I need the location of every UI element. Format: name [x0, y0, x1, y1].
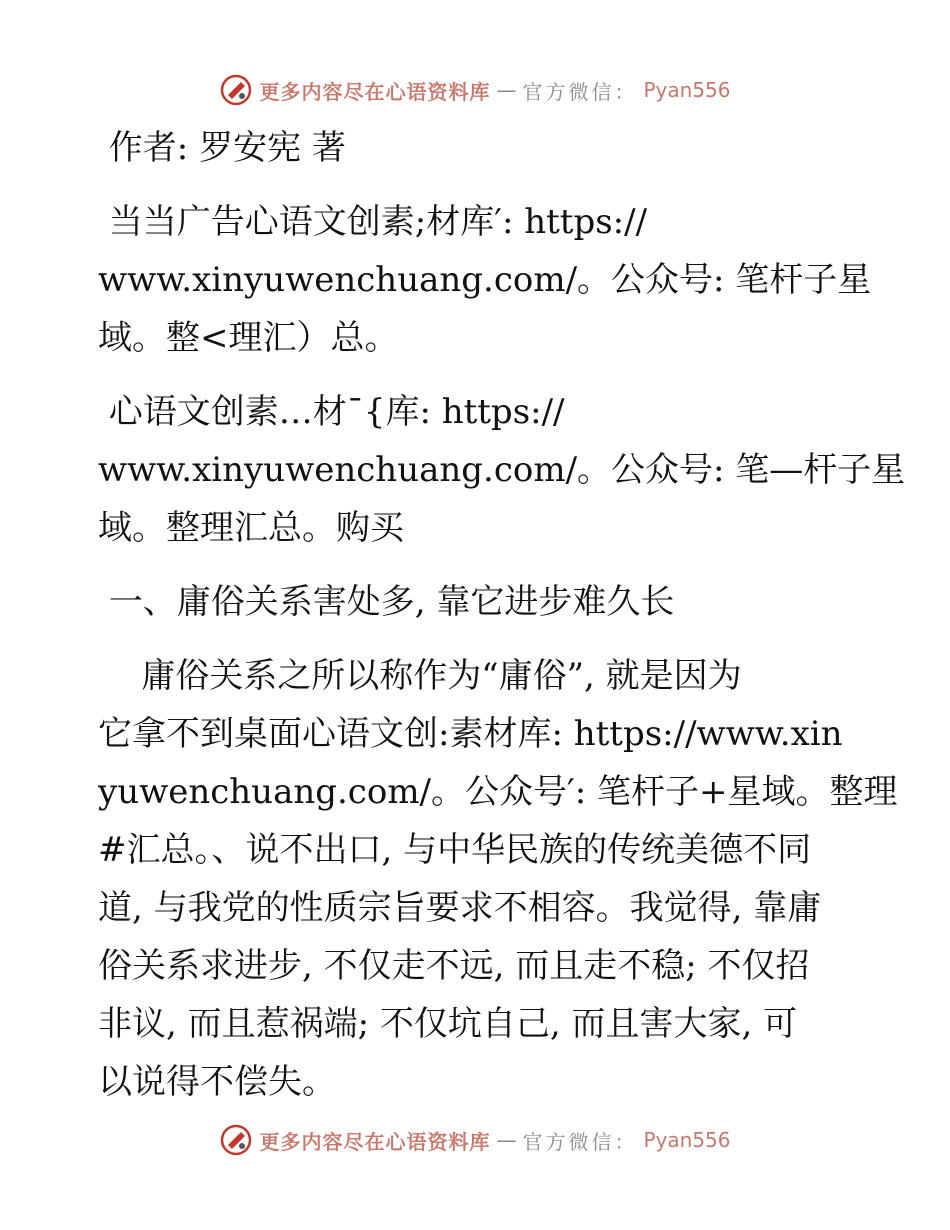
banner-text: 更多内容尽在心语资料库	[259, 1129, 491, 1154]
banner-wechat-label: 官方微信：	[522, 79, 638, 104]
text-line: 域。整理汇总。购买	[98, 508, 404, 548]
text-line: #汇总。、说不出口, 与中华民族的传统美德不同	[98, 830, 812, 870]
text-line: 以说得不偿失。	[98, 1062, 336, 1102]
text-line: www.xinyuwenchuang.com/。公众号: 笔杆子星	[98, 260, 872, 300]
text-line: 俗关系求进步, 不仅走不远, 而且走不稳; 不仅招	[98, 946, 810, 986]
text-line: 心语文创素…材¯{库: https://	[98, 392, 565, 432]
text-line: 道, 与我党的性质宗旨要求不相容。我觉得, 靠庸	[98, 888, 822, 928]
text-line: 作者: 罗安宪 著	[98, 128, 346, 168]
banner-dash: —	[496, 1128, 517, 1152]
header-banner	[0, 70, 950, 110]
text-line: www.xinyuwenchuang.com/。公众号: 笔—杆子星	[98, 450, 906, 490]
banner-dash: —	[496, 78, 517, 102]
text-line: 非议, 而且惹祸端; 不仅坑自己, 而且害大家, 可	[98, 1004, 798, 1044]
text-line: 当当广告心语文创素;材库′: https://	[98, 202, 648, 242]
text-line: 庸俗关系之所以称作为“庸俗”, 就是因为	[98, 656, 742, 696]
section-heading: 一、庸俗关系害处多, 靠它进步难久长	[98, 582, 675, 622]
footer-banner	[0, 1120, 950, 1160]
pen-seal-logo-icon	[219, 1123, 253, 1157]
pen-seal-logo-icon	[219, 73, 253, 107]
text-line: 它拿不到桌面心语文创:素材库: https://www.xin	[98, 714, 843, 754]
text-line: 域。整<理汇）总。	[98, 318, 399, 358]
banner-wechat-id: Pyan556	[643, 78, 731, 102]
text-line: yuwenchuang.com/。公众号′: 笔杆子+星域。整理	[98, 772, 898, 812]
banner-text: 更多内容尽在心语资料库	[259, 79, 491, 104]
banner-wechat-id: Pyan556	[643, 1128, 731, 1152]
banner-wechat-label: 官方微信：	[522, 1129, 638, 1154]
